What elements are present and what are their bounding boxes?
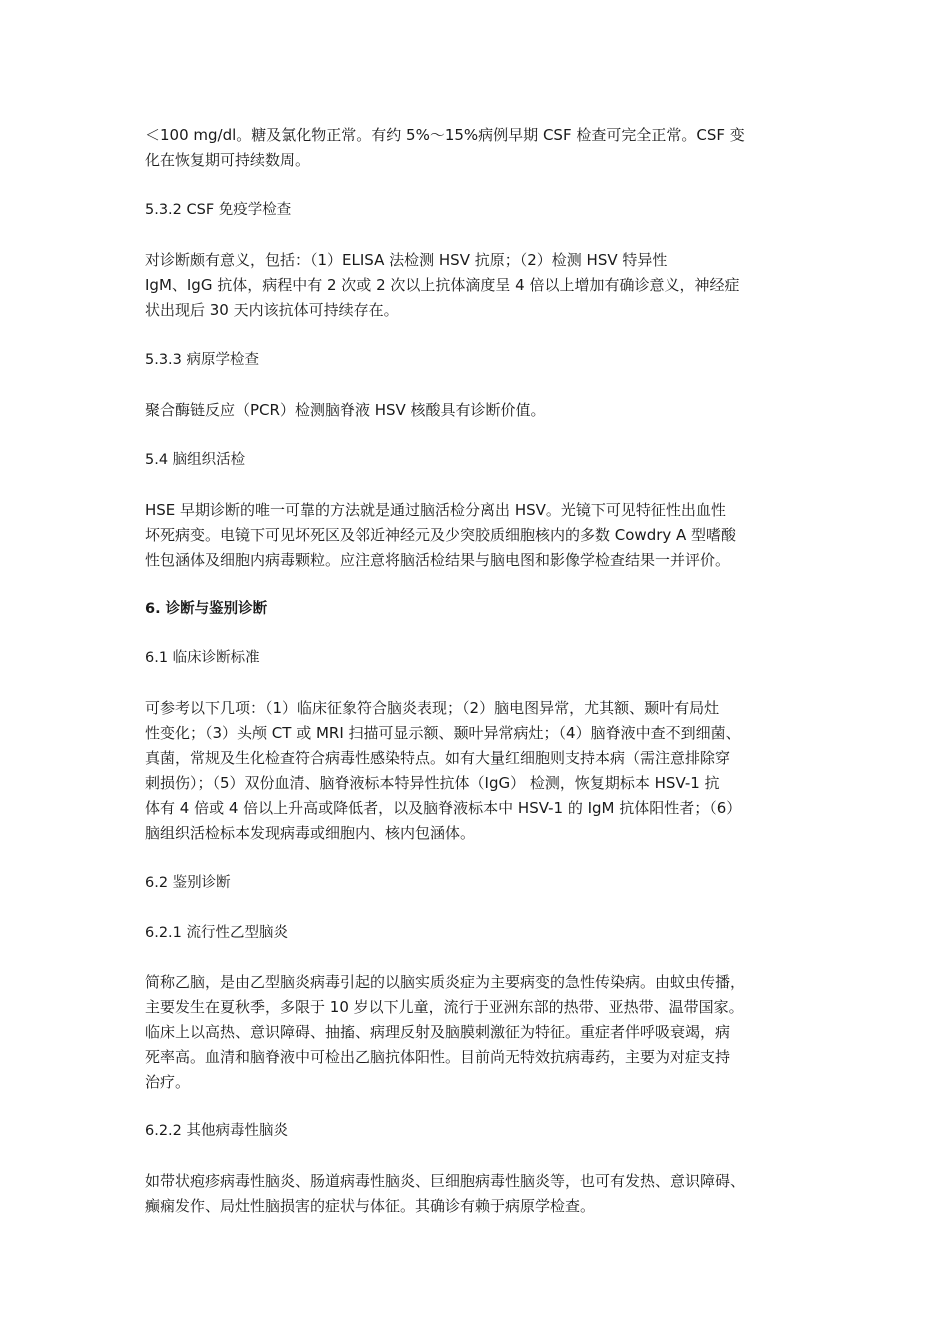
text-line: 主要发生在夏秋季，多限于 10 岁以下儿童，流行于亚洲东部的热带、亚热带、温带国家。	[145, 998, 744, 1016]
paragraph-clinical-criteria	[145, 696, 810, 846]
text-line: 性包涵体及细胞内病毒颗粒。应注意将脑活检结果与脑电图和影像学检查结果一并评价。	[145, 551, 731, 569]
text-line: 可参考以下几项：（1）临床征象符合脑炎表现；（2）脑电图异常，尤其额、颞叶有局灶	[145, 699, 720, 717]
paragraph-csf-immunology	[145, 248, 810, 323]
text-line: IgM、IgG 抗体，病程中有 2 次或 2 次以上抗体滴度呈 4 倍以上增加有确诊意义，神经症	[145, 276, 740, 294]
text-line: 对诊断颇有意义，包括：（1）ELISA 法检测 HSV 抗原；（2）检测 HSV 特异性	[145, 251, 668, 269]
heading-text: 5.3.3 病原学检查	[145, 352, 260, 368]
text-line: ＜100 mg/dl。糖及氯化物正常。有约 5%～15%病例早期 CSF 检查可完全正常。CSF 变	[145, 126, 745, 144]
heading-text: 6.2.1 流行性乙型脑炎	[145, 925, 289, 941]
paragraph-other-viral	[145, 1169, 810, 1219]
paragraph-csf-routine-continued	[145, 123, 810, 173]
section-heading-5-4	[145, 448, 810, 473]
text-line: 状出现后 30 天内该抗体可持续存在。	[145, 301, 399, 319]
section-heading-5-3-2	[145, 198, 810, 223]
text-line: 体有 4 倍或 4 倍以上升高或降低者，以及脑脊液标本中 HSV-1 的 IgM 抗体阳性者；（6）	[145, 799, 742, 817]
text-line: 简称乙脑，是由乙型脑炎病毒引起的以脑实质炎症为主要病变的急性传染病。由蚊虫传播，	[145, 973, 746, 991]
text-line: 真菌，常规及生化检查符合病毒性感染特点。如有大量红细胞则支持本病（需注意排除穿	[145, 749, 731, 767]
text-line: 化在恢复期可持续数周。	[145, 151, 311, 169]
text-line: 如带状疱疹病毒性脑炎、肠道病毒性脑炎、巨细胞病毒性脑炎等，也可有发热、意识障碍、	[145, 1172, 746, 1190]
heading-text: 6.1 临床诊断标准	[145, 650, 260, 666]
section-heading-6-2-1	[145, 921, 810, 946]
paragraph-etiology	[145, 398, 810, 423]
heading-text: 6. 诊断与鉴别诊断	[145, 601, 268, 617]
heading-text: 5.3.2 CSF 免疫学检查	[145, 202, 292, 218]
section-heading-6	[145, 597, 810, 622]
heading-text: 6.2 鉴别诊断	[145, 875, 231, 891]
heading-text: 6.2.2 其他病毒性脑炎	[145, 1123, 289, 1139]
heading-text: 5.4 脑组织活检	[145, 452, 246, 468]
text-line: 死率高。血清和脑脊液中可检出乙脑抗体阳性。目前尚无特效抗病毒药，主要为对症支持	[145, 1048, 731, 1066]
text-line: 坏死病变。电镜下可见坏死区及邻近神经元及少突胶质细胞核内的多数 Cowdry A 型嗜酸	[145, 526, 737, 544]
text-line: 脑组织活检标本发现病毒或细胞内、核内包涵体。	[145, 824, 476, 842]
section-heading-6-2	[145, 871, 810, 896]
text-line: 聚合酶链反应（PCR）检测脑脊液 HSV 核酸具有诊断价值。	[145, 401, 546, 419]
paragraph-japanese-encephalitis	[145, 970, 810, 1095]
paragraph-biopsy	[145, 498, 810, 573]
text-line: HSE 早期诊断的唯一可靠的方法就是通过脑活检分离出 HSV。光镜下可见特征性出血性	[145, 501, 726, 519]
text-line: 癫痫发作、局灶性脑损害的症状与体征。其确诊有赖于病原学检查。	[145, 1197, 596, 1215]
section-heading-5-3-3	[145, 348, 810, 373]
text-line: 刺损伤）；（5）双份血清、脑脊液标本特异性抗体（IgG） 检测，恢复期标本 HSV-1 抗	[145, 774, 720, 792]
text-line: 治疗。	[145, 1073, 191, 1091]
section-heading-6-1	[145, 646, 810, 671]
text-line: 性变化；（3）头颅 CT 或 MRI 扫描可显示额、颞叶异常病灶；（4）脑脊液中查不到细菌、	[145, 724, 741, 742]
section-heading-6-2-2	[145, 1119, 810, 1144]
text-line: 临床上以高热、意识障碍、抽搐、病理反射及脑膜刺激征为特征。重症者伴呼吸衰竭，病	[145, 1023, 731, 1041]
